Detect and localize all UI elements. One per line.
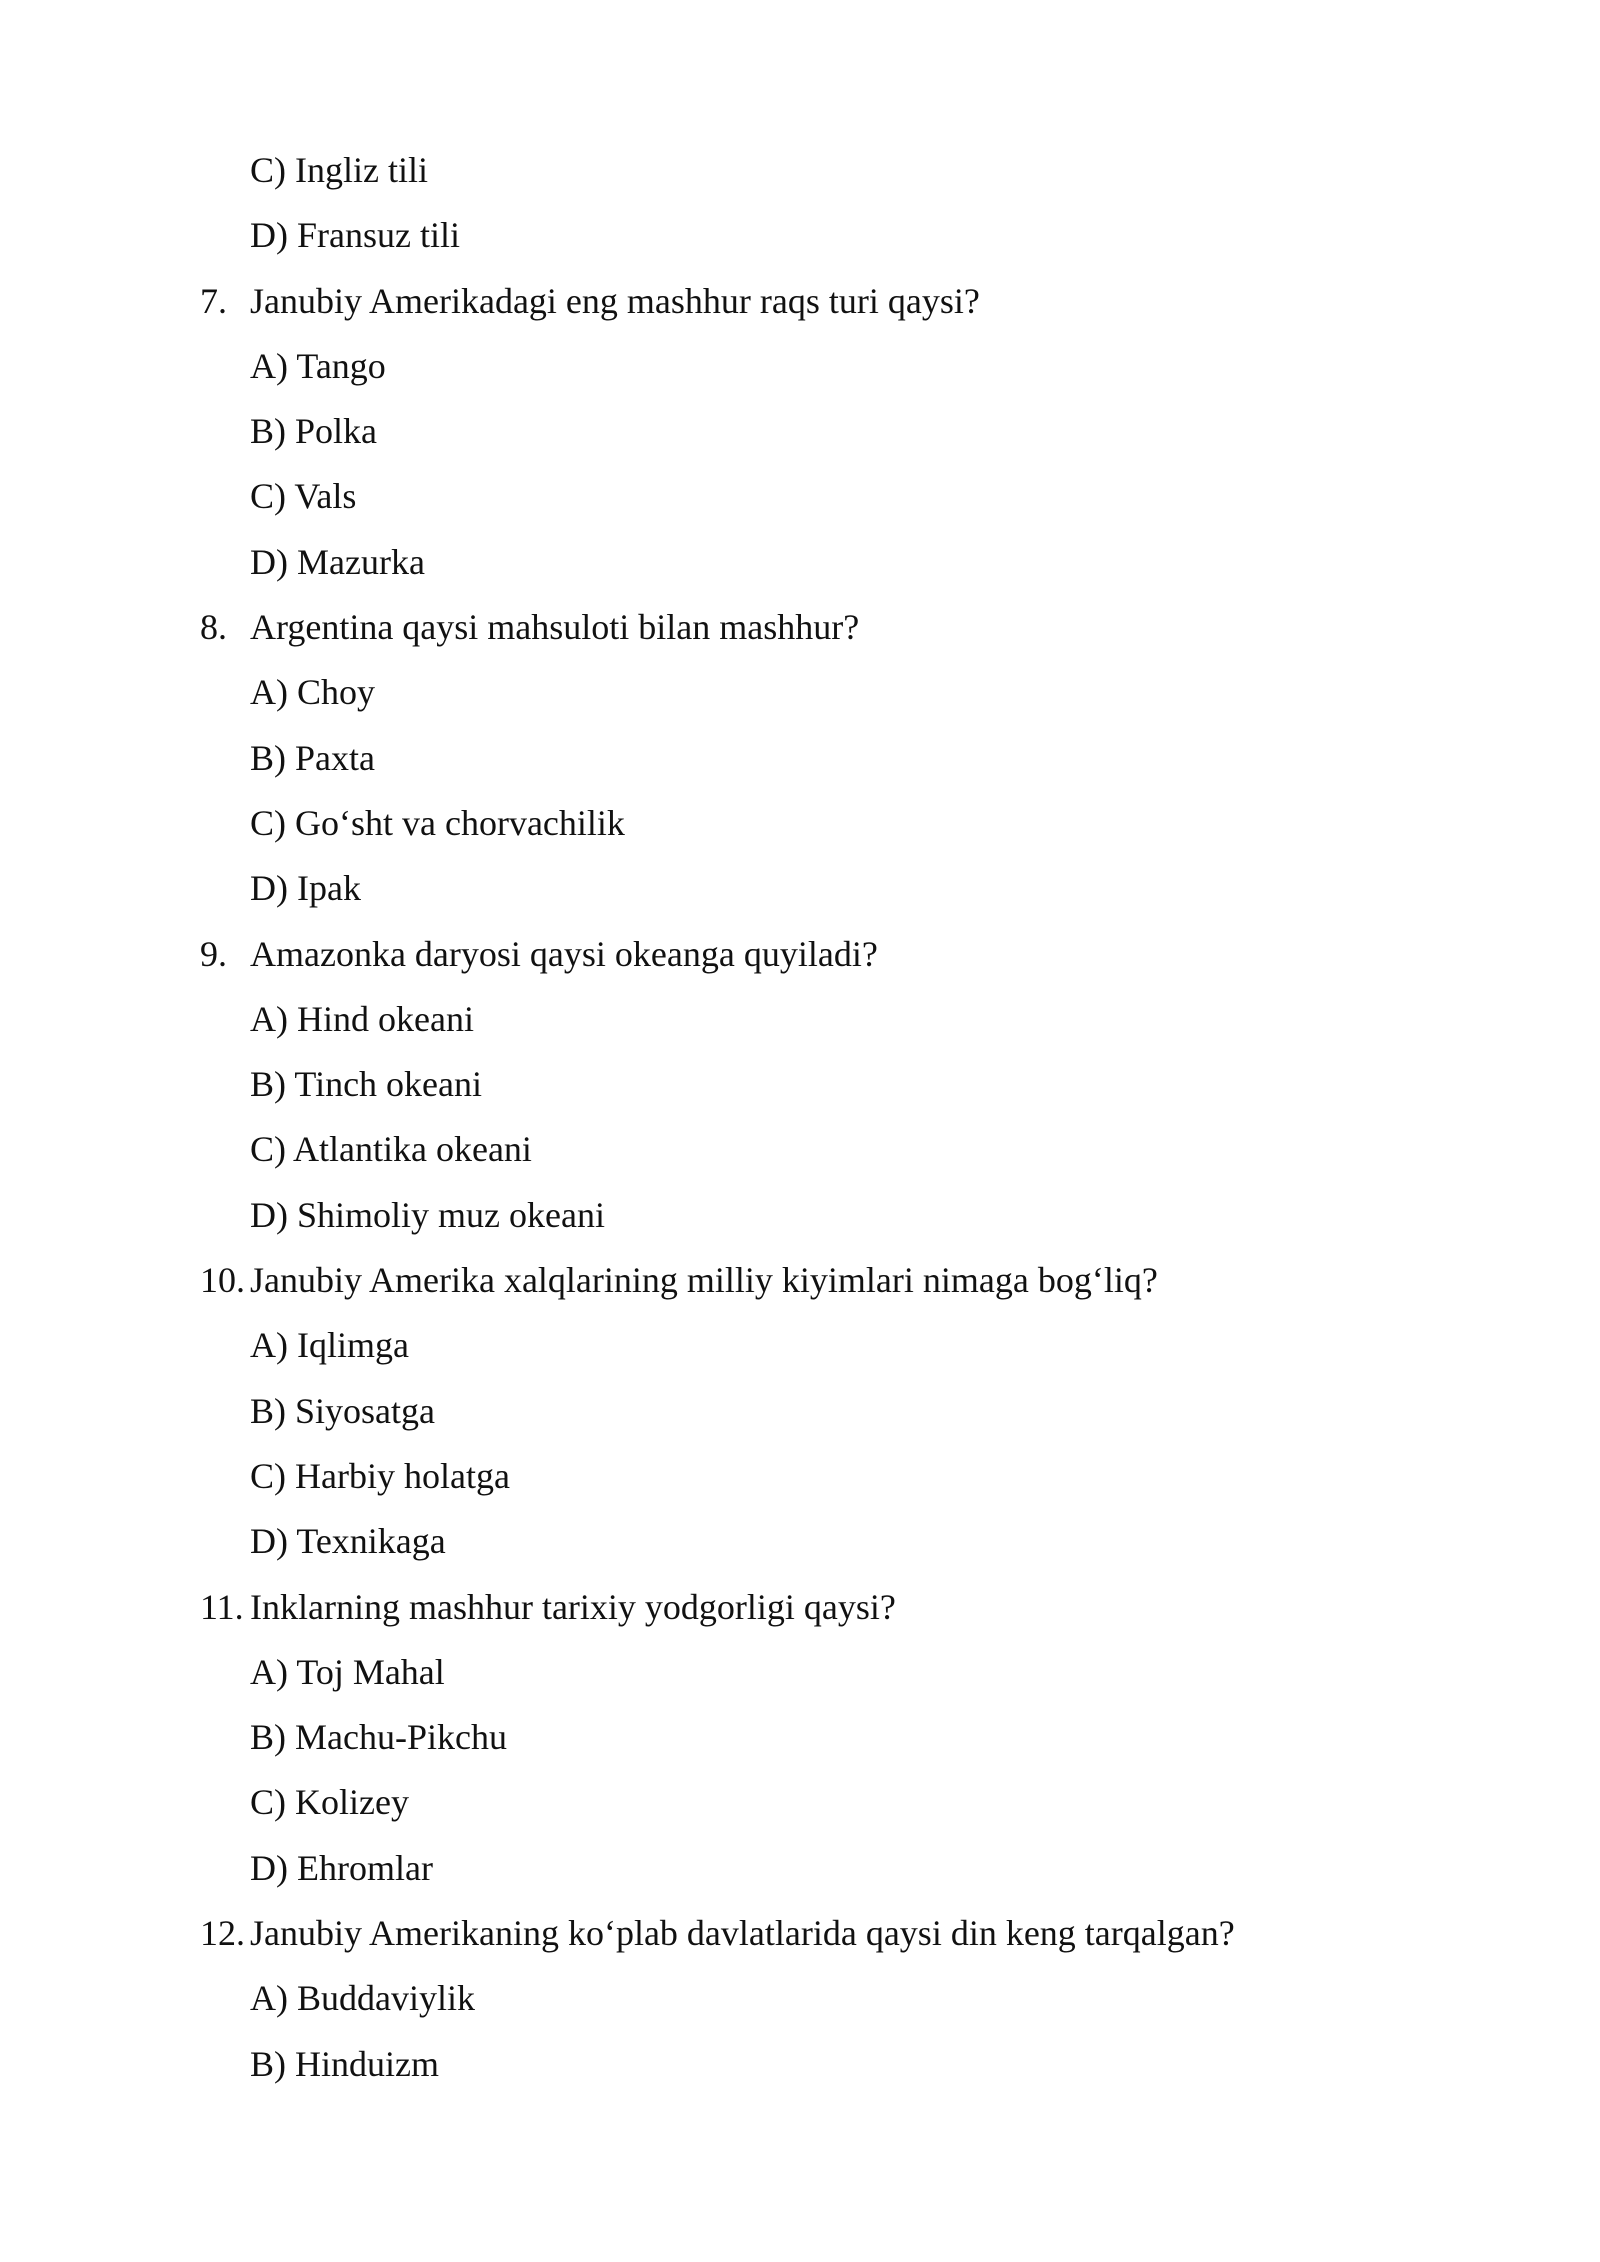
option-line bbox=[0, 1650, 1600, 1715]
option-text: B) Paxta bbox=[250, 737, 375, 778]
question-11 bbox=[0, 1585, 1600, 1650]
option-text: C) Vals bbox=[250, 476, 357, 517]
option-text: C) Atlantika okeani bbox=[250, 1129, 532, 1170]
option-text: D) Ehromlar bbox=[250, 1847, 433, 1888]
question-text: Amazonka daryosi qaysi okeanga quyiladi? bbox=[250, 933, 878, 974]
option-text: D) Shimoliy muz okeani bbox=[250, 1194, 605, 1235]
option-text: A) Choy bbox=[250, 672, 375, 713]
option-line bbox=[0, 1193, 1600, 1258]
option-text: C) Go‘sht va chorvachilik bbox=[250, 802, 625, 843]
option-line bbox=[0, 540, 1600, 605]
option-text: A) Iqlimga bbox=[250, 1325, 409, 1366]
option-text: D) Fransuz tili bbox=[250, 215, 460, 256]
question-number: 12. bbox=[200, 1913, 245, 1954]
option-text: A) Hind okeani bbox=[250, 998, 474, 1039]
option-text: D) Ipak bbox=[250, 868, 361, 909]
option-line bbox=[0, 148, 1600, 213]
option-line bbox=[0, 997, 1600, 1062]
option-line bbox=[0, 1323, 1600, 1388]
option-text: B) Tinch okeani bbox=[250, 1064, 483, 1105]
option-line bbox=[0, 801, 1600, 866]
question-number: 9. bbox=[200, 933, 227, 974]
question-number: 11. bbox=[200, 1586, 244, 1627]
option-line bbox=[0, 1519, 1600, 1584]
question-10 bbox=[0, 1258, 1600, 1323]
option-text: D) Texnikaga bbox=[250, 1521, 446, 1562]
quiz-content bbox=[0, 148, 1600, 2107]
option-text: C) Harbiy holatga bbox=[250, 1455, 510, 1496]
option-line bbox=[0, 866, 1600, 931]
option-line bbox=[0, 1454, 1600, 1519]
option-line bbox=[0, 1780, 1600, 1845]
option-line bbox=[0, 213, 1600, 278]
option-text: B) Hinduizm bbox=[250, 2043, 439, 2084]
option-text: C) Kolizey bbox=[250, 1782, 409, 1823]
option-text: A) Toj Mahal bbox=[250, 1651, 445, 1692]
option-text: D) Mazurka bbox=[250, 541, 425, 582]
option-line bbox=[0, 2042, 1600, 2107]
option-text: B) Polka bbox=[250, 411, 378, 452]
option-text: B) Siyosatga bbox=[250, 1390, 435, 1431]
question-number: 7. bbox=[200, 280, 227, 321]
option-line bbox=[0, 409, 1600, 474]
question-number: 10. bbox=[200, 1260, 245, 1301]
question-text: Janubiy Amerika xalqlarining milliy kiyimlari nimaga bog‘liq? bbox=[250, 1260, 1158, 1301]
option-line bbox=[0, 1976, 1600, 2041]
question-12 bbox=[0, 1911, 1600, 1976]
option-text: A) Buddaviylik bbox=[250, 1978, 475, 2019]
option-line bbox=[0, 736, 1600, 801]
question-9 bbox=[0, 932, 1600, 997]
question-text: Argentina qaysi mahsuloti bilan mashhur? bbox=[250, 607, 860, 648]
question-8 bbox=[0, 605, 1600, 670]
option-line bbox=[0, 1715, 1600, 1780]
question-number: 8. bbox=[200, 607, 227, 648]
option-line bbox=[0, 1389, 1600, 1454]
question-text: Janubiy Amerikadagi eng mashhur raqs turi qaysi? bbox=[250, 280, 980, 321]
question-7 bbox=[0, 279, 1600, 344]
option-line bbox=[0, 1127, 1600, 1192]
question-text: Inklarning mashhur tarixiy yodgorligi qaysi? bbox=[250, 1586, 896, 1627]
option-line bbox=[0, 1062, 1600, 1127]
option-line bbox=[0, 344, 1600, 409]
option-text: A) Tango bbox=[250, 345, 386, 386]
option-text: C) Ingliz tili bbox=[250, 150, 428, 190]
option-line bbox=[0, 474, 1600, 539]
option-line bbox=[0, 670, 1600, 735]
question-text: Janubiy Amerikaning ko‘plab davlatlarida qaysi din keng tarqalgan? bbox=[250, 1913, 1235, 1954]
option-line bbox=[0, 1846, 1600, 1911]
option-text: B) Machu-Pikchu bbox=[250, 1717, 507, 1758]
